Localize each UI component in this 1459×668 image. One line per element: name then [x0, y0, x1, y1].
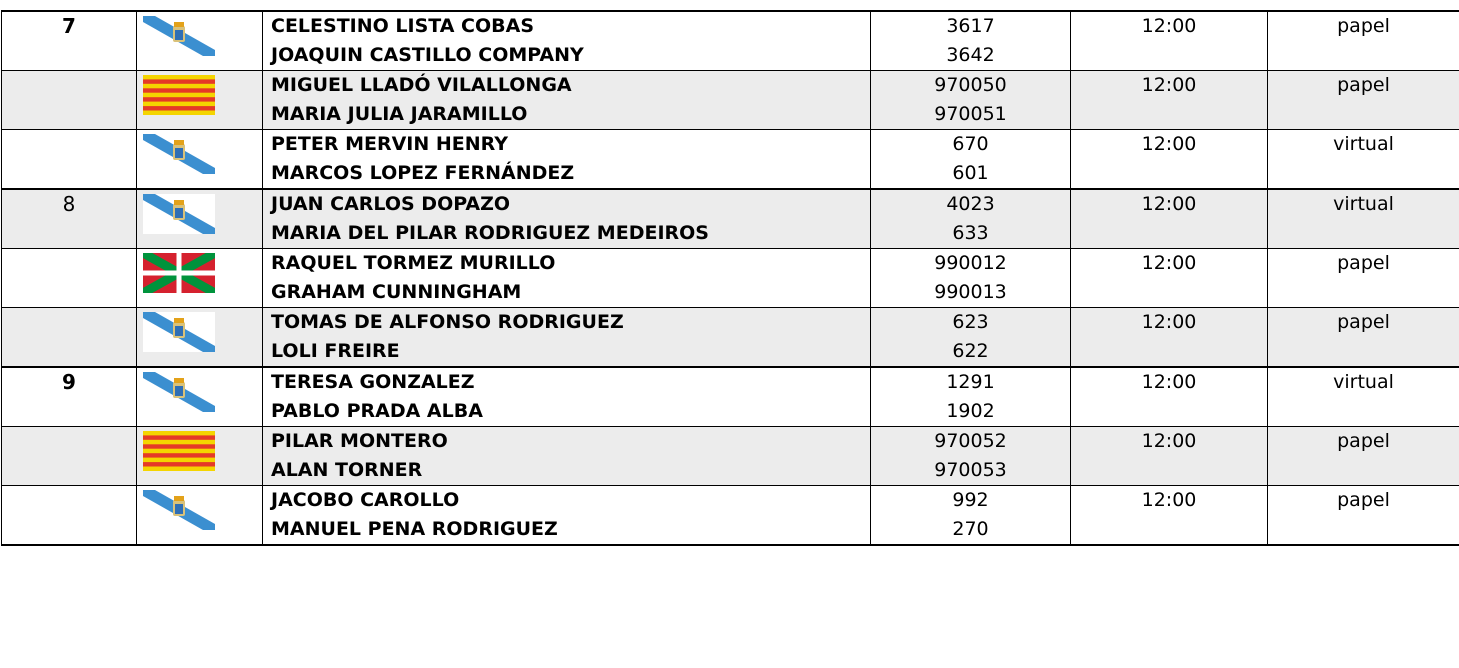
player-name: MANUEL PENA RODRIGUEZ — [271, 518, 558, 540]
match-mode: papel — [1268, 11, 1459, 71]
match-time: 12:00 — [1071, 11, 1268, 71]
player-number: 970050 — [934, 74, 1007, 96]
group-number — [2, 130, 137, 190]
match-time: 12:00 — [1071, 308, 1268, 368]
player-name: JUAN CARLOS DOPAZO — [271, 193, 511, 215]
match-time: 12:00 — [1071, 427, 1268, 486]
player-number: 992 — [952, 489, 989, 511]
catalonia-flag-icon — [143, 75, 215, 115]
pair-row — [2, 130, 1459, 190]
match-mode: papel — [1268, 71, 1459, 130]
match-mode: papel — [1268, 486, 1459, 546]
pair-row — [2, 249, 1459, 308]
galicia-flag-icon — [143, 372, 215, 412]
player-name: MARCOS LOPEZ FERNÁNDEZ — [271, 162, 575, 184]
player-number: 633 — [952, 222, 989, 244]
flag-cell — [137, 71, 263, 130]
player-number: 623 — [952, 311, 989, 333]
galicia-flag-icon — [143, 134, 215, 174]
player-number: 1291 — [946, 371, 995, 393]
player-number: 970051 — [934, 103, 1007, 125]
player-names — [263, 308, 871, 368]
player-names — [263, 427, 871, 486]
match-mode: virtual — [1268, 367, 1459, 427]
group-number: 9 — [2, 367, 137, 427]
match-time: 12:00 — [1071, 249, 1268, 308]
player-names — [263, 486, 871, 546]
pair-row — [2, 367, 1459, 427]
player-names — [263, 189, 871, 249]
basque-flag-icon — [143, 253, 215, 293]
flag-cell — [137, 189, 263, 249]
player-name: MARIA DEL PILAR RODRIGUEZ MEDEIROS — [271, 222, 709, 244]
galicia-flag-icon — [143, 312, 215, 352]
flag-cell — [137, 427, 263, 486]
player-name: GRAHAM CUNNINGHAM — [271, 281, 522, 303]
player-name: ALAN TORNER — [271, 459, 423, 481]
player-number: 970053 — [934, 459, 1007, 481]
group-number — [2, 486, 137, 546]
match-time: 12:00 — [1071, 367, 1268, 427]
flag-cell — [137, 11, 263, 71]
pair-row — [2, 427, 1459, 486]
match-time: 12:00 — [1071, 130, 1268, 190]
galicia-flag-icon — [143, 16, 215, 56]
player-numbers — [871, 249, 1071, 308]
player-number: 622 — [952, 340, 989, 362]
pair-row — [2, 11, 1459, 71]
player-name: RAQUEL TORMEZ MURILLO — [271, 252, 556, 274]
player-number: 3617 — [946, 15, 995, 37]
galicia-flag-icon — [143, 194, 215, 234]
match-mode: papel — [1268, 249, 1459, 308]
player-name: CELESTINO LISTA COBAS — [271, 15, 535, 37]
player-number: 3642 — [946, 44, 995, 66]
player-names — [263, 11, 871, 71]
player-numbers — [871, 486, 1071, 546]
flag-cell — [137, 486, 263, 546]
player-name: MIGUEL LLADÓ VILALLONGA — [271, 74, 572, 96]
match-time: 12:00 — [1071, 189, 1268, 249]
match-mode: papel — [1268, 308, 1459, 368]
flag-cell — [137, 308, 263, 368]
player-number: 990013 — [934, 281, 1007, 303]
group-number — [2, 308, 137, 368]
player-number: 4023 — [946, 193, 995, 215]
player-numbers — [871, 367, 1071, 427]
player-name: TERESA GONZALEZ — [271, 371, 475, 393]
player-number: 1902 — [946, 400, 995, 422]
player-number: 970052 — [934, 430, 1007, 452]
player-numbers — [871, 130, 1071, 190]
player-numbers — [871, 308, 1071, 368]
player-name: PABLO PRADA ALBA — [271, 400, 483, 422]
player-names — [263, 130, 871, 190]
player-numbers — [871, 11, 1071, 71]
pair-row — [2, 486, 1459, 546]
pair-row — [2, 308, 1459, 368]
player-names — [263, 71, 871, 130]
player-number: 270 — [952, 518, 989, 540]
flag-cell — [137, 249, 263, 308]
player-numbers — [871, 189, 1071, 249]
match-mode: virtual — [1268, 130, 1459, 190]
flag-cell — [137, 367, 263, 427]
match-mode: papel — [1268, 427, 1459, 486]
pairings-table — [1, 10, 1459, 546]
group-number — [2, 427, 137, 486]
player-name: JOAQUIN CASTILLO COMPANY — [271, 44, 584, 66]
match-mode: virtual — [1268, 189, 1459, 249]
pair-row — [2, 189, 1459, 249]
group-number: 7 — [2, 11, 137, 71]
player-name: MARIA JULIA JARAMILLO — [271, 103, 528, 125]
catalonia-flag-icon — [143, 431, 215, 471]
player-numbers — [871, 71, 1071, 130]
player-number: 990012 — [934, 252, 1007, 274]
player-name: JACOBO CAROLLO — [271, 489, 460, 511]
galicia-flag-icon — [143, 490, 215, 530]
player-number: 670 — [952, 133, 989, 155]
match-time: 12:00 — [1071, 486, 1268, 546]
player-name: TOMAS DE ALFONSO RODRIGUEZ — [271, 311, 624, 333]
player-names — [263, 367, 871, 427]
pair-row — [2, 71, 1459, 130]
player-name: PETER MERVIN HENRY — [271, 133, 509, 155]
group-number — [2, 249, 137, 308]
group-number — [2, 71, 137, 130]
player-name: PILAR MONTERO — [271, 430, 448, 452]
group-number: 8 — [2, 189, 137, 249]
player-name: LOLI FREIRE — [271, 340, 400, 362]
player-names — [263, 249, 871, 308]
match-time: 12:00 — [1071, 71, 1268, 130]
player-numbers — [871, 427, 1071, 486]
flag-cell — [137, 130, 263, 190]
player-number: 601 — [952, 162, 989, 184]
